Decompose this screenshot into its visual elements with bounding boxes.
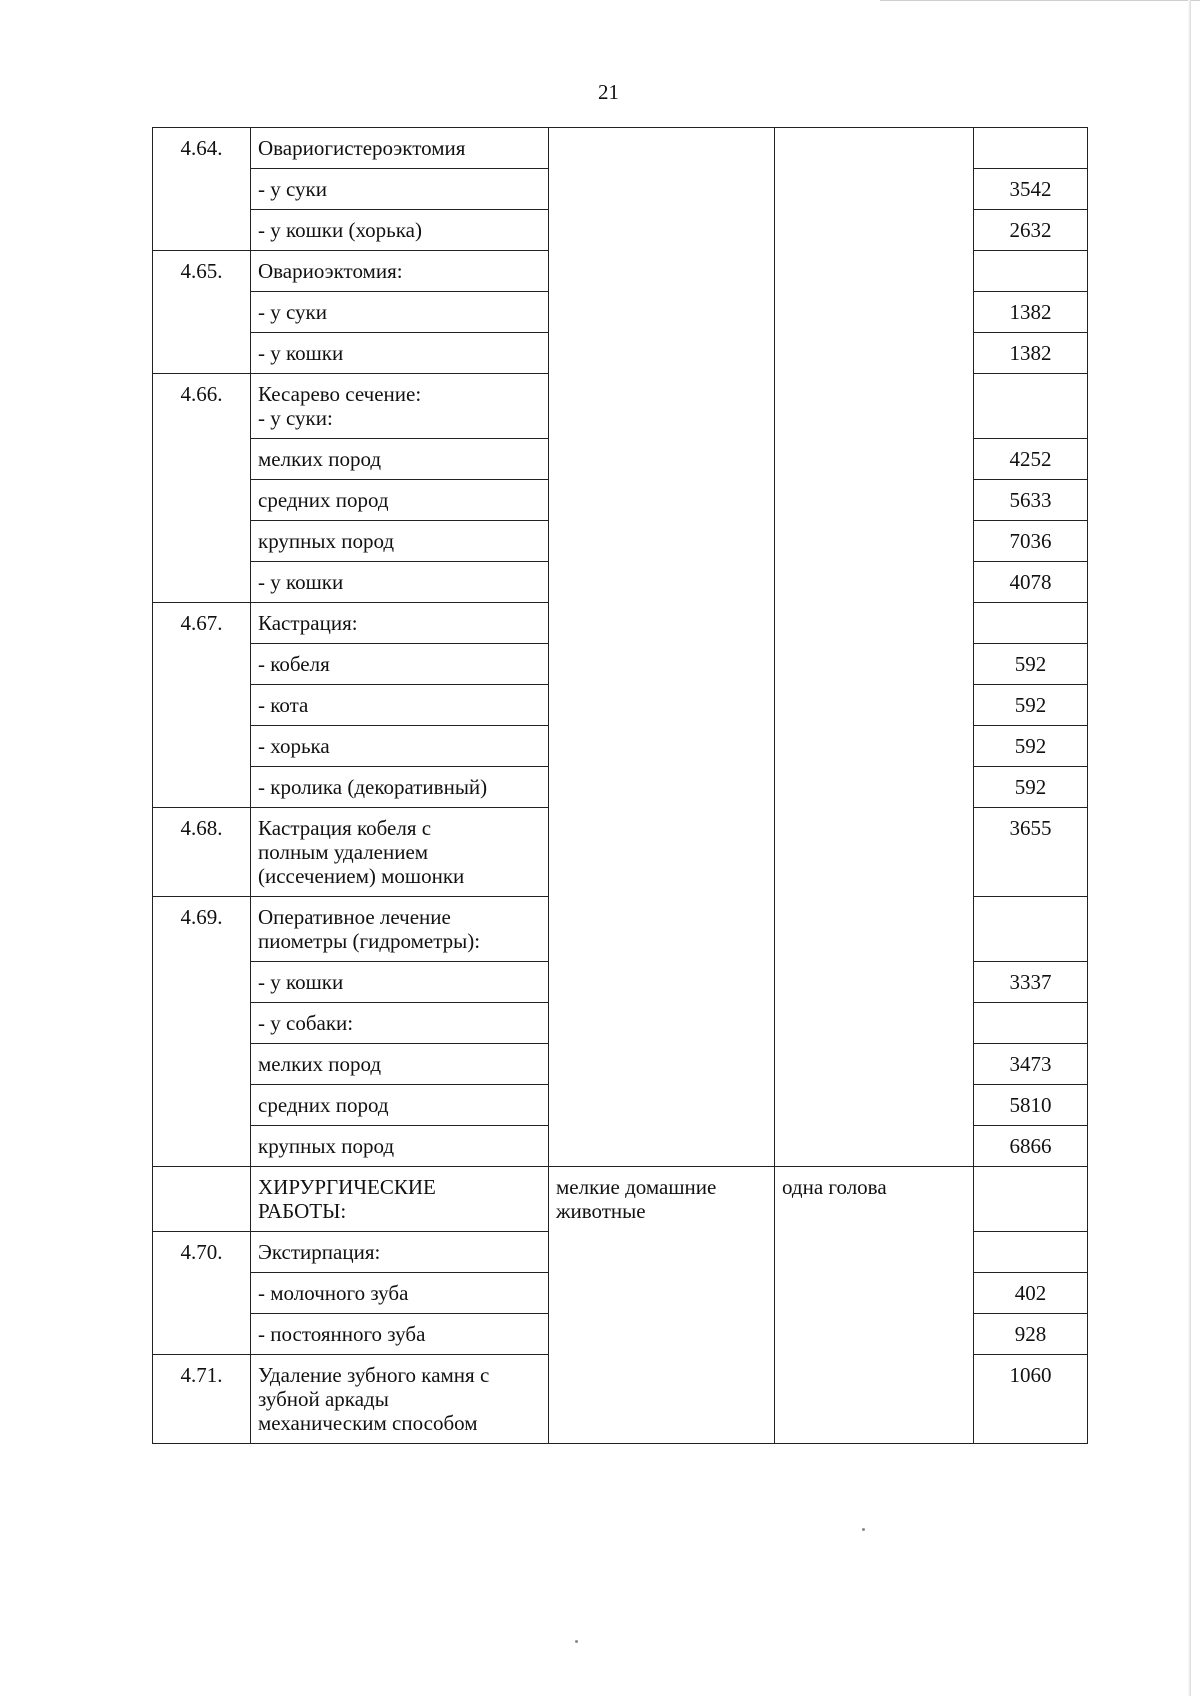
unit-of-measure: одна голова	[775, 1167, 974, 1444]
table-row	[153, 128, 1088, 169]
item-number: 4.66.	[153, 374, 251, 603]
item-name: - у кошки	[251, 333, 549, 374]
item-price	[974, 897, 1088, 962]
item-price: 3473	[974, 1044, 1088, 1085]
price-table	[152, 127, 1088, 1444]
item-price: 3542	[974, 169, 1088, 210]
item-name: средних пород	[251, 480, 549, 521]
item-name: Овариоэктомия:	[251, 251, 549, 292]
table-row	[153, 1167, 1088, 1232]
item-price: 592	[974, 726, 1088, 767]
item-price	[974, 251, 1088, 292]
item-number	[153, 1167, 251, 1232]
item-name: мелких пород	[251, 439, 549, 480]
unit-cell-empty	[775, 128, 974, 1167]
item-name: - у собаки:	[251, 1003, 549, 1044]
item-name: Овариогистероэктомия	[251, 128, 549, 169]
item-price: 402	[974, 1273, 1088, 1314]
item-name: Кастрация:	[251, 603, 549, 644]
item-name: - у суки	[251, 169, 549, 210]
item-name: - кролика (декоративный)	[251, 767, 549, 808]
item-price: 592	[974, 767, 1088, 808]
item-number: 4.71.	[153, 1355, 251, 1444]
item-price	[974, 1003, 1088, 1044]
item-name: - у кошки	[251, 562, 549, 603]
item-price: 1382	[974, 333, 1088, 374]
item-name: крупных пород	[251, 521, 549, 562]
page-number: 21	[598, 80, 619, 104]
item-price: 6866	[974, 1126, 1088, 1167]
animal-cell-empty	[549, 128, 775, 1167]
item-name: средних пород	[251, 1085, 549, 1126]
item-price	[974, 374, 1088, 439]
item-price: 1382	[974, 292, 1088, 333]
item-name: мелких пород	[251, 1044, 549, 1085]
item-number: 4.69.	[153, 897, 251, 1167]
item-number: 4.68.	[153, 808, 251, 897]
item-price: 3655	[974, 808, 1088, 897]
item-name: - у кошки	[251, 962, 549, 1003]
item-name: - кобеля	[251, 644, 549, 685]
item-price: 2632	[974, 210, 1088, 251]
item-price	[974, 1232, 1088, 1273]
item-number: 4.67.	[153, 603, 251, 808]
item-price: 592	[974, 644, 1088, 685]
item-price: 4252	[974, 439, 1088, 480]
item-name: - молочного зуба	[251, 1273, 549, 1314]
item-price	[974, 128, 1088, 169]
item-price: 5810	[974, 1085, 1088, 1126]
item-price	[974, 603, 1088, 644]
item-price: 3337	[974, 962, 1088, 1003]
scan-edge-top	[880, 0, 1200, 7]
item-number: 4.70.	[153, 1232, 251, 1355]
item-name: - хорька	[251, 726, 549, 767]
item-number: 4.65.	[153, 251, 251, 374]
scan-speck	[862, 1528, 865, 1531]
item-price: 4078	[974, 562, 1088, 603]
item-name: крупных пород	[251, 1126, 549, 1167]
item-name: - кота	[251, 685, 549, 726]
item-name: Кастрация кобеля с полным удалением (иссечением) мошонки	[251, 808, 549, 897]
animal-type: мелкие домашние животные	[549, 1167, 775, 1444]
item-price	[974, 1167, 1088, 1232]
item-name: Экстирпация:	[251, 1232, 549, 1273]
item-price: 1060	[974, 1355, 1088, 1444]
item-price: 592	[974, 685, 1088, 726]
scan-speck	[575, 1640, 578, 1643]
item-name: - у суки	[251, 292, 549, 333]
item-price: 928	[974, 1314, 1088, 1355]
item-name: - постоянного зуба	[251, 1314, 549, 1355]
item-name: Оперативное лечение пиометры (гидрометры):	[251, 897, 549, 962]
item-name: Кесарево сечение: - у суки:	[251, 374, 549, 439]
section-heading: ХИРУРГИЧЕСКИЕ РАБОТЫ:	[251, 1167, 549, 1232]
item-name: - у кошки (хорька)	[251, 210, 549, 251]
scan-edge-right	[1188, 0, 1191, 1696]
item-number: 4.64.	[153, 128, 251, 251]
item-price: 7036	[974, 521, 1088, 562]
item-name: Удаление зубного камня с зубной аркады механическим способом	[251, 1355, 549, 1444]
item-price: 5633	[974, 480, 1088, 521]
